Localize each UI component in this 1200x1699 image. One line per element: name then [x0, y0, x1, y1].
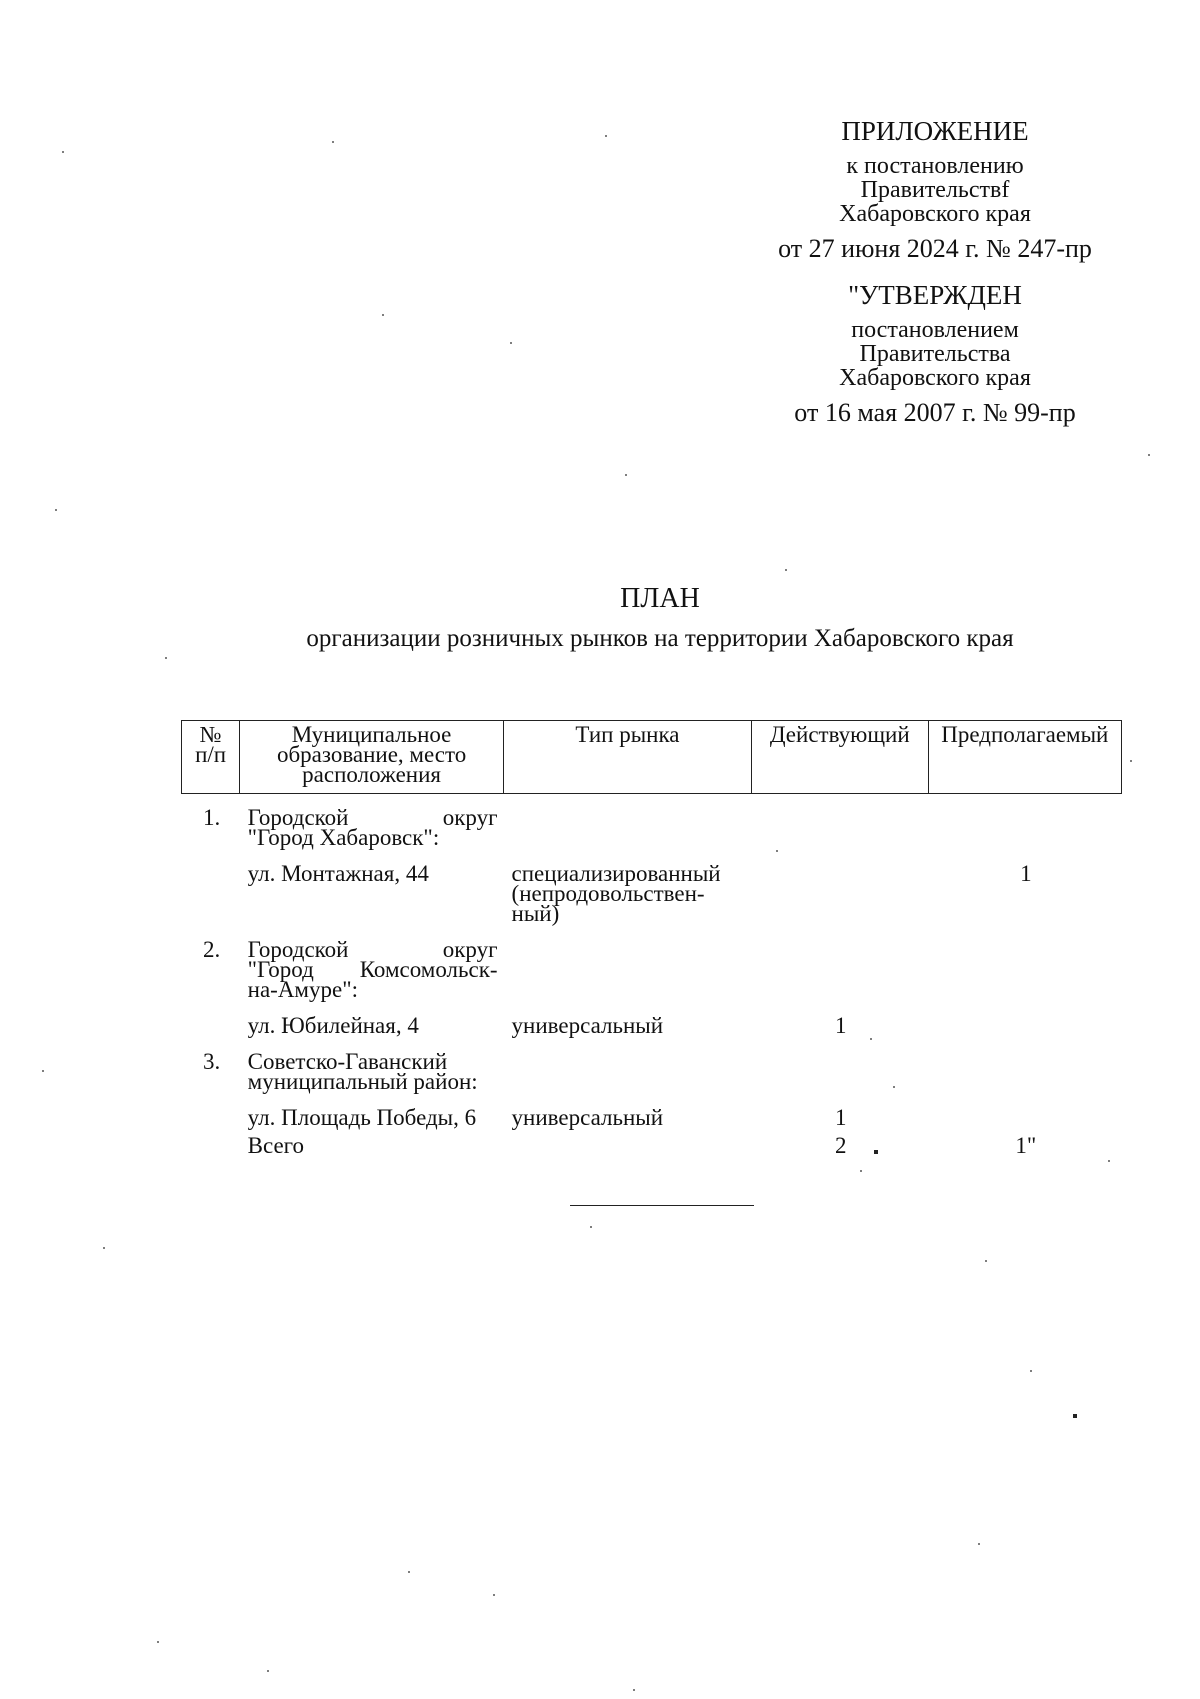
appendix-date: от 27 июня 2024 г. № 247-пр	[778, 234, 1092, 263]
scan-speck	[62, 151, 64, 153]
scan-speck	[605, 135, 607, 137]
market-type-cell: специализированный (непродовольствен- ный)	[511, 861, 721, 926]
address-cell: ул. Площадь Победы, 6	[247, 1105, 477, 1130]
scan-speck	[103, 1247, 105, 1249]
scan-speck	[785, 569, 787, 571]
municipality-cell: Городской округ "Город Хабаровск":	[247, 805, 498, 850]
approved-heading: "УТВЕРЖДЕН	[848, 280, 1022, 310]
closing-rule	[570, 1205, 754, 1206]
table-header-row	[182, 721, 1122, 794]
planned-cell: 1	[1020, 861, 1032, 886]
market-type-cell: универсальный	[511, 1013, 664, 1038]
table-total-row	[182, 1132, 1122, 1160]
scan-speck	[1148, 454, 1150, 456]
table-row	[182, 852, 1122, 928]
scan-speck	[510, 342, 512, 344]
total-active: 2	[835, 1133, 847, 1158]
scan-speck	[870, 1038, 872, 1040]
scan-speck	[978, 1543, 980, 1545]
header-market-type: Тип рынка	[504, 721, 752, 794]
municipality-cell: Городской округ "Город Комсомольск- на-Амуре":	[247, 937, 498, 1002]
appendix-line: к постановлению	[846, 153, 1024, 179]
scan-speck	[493, 1594, 495, 1596]
scan-speck	[267, 1670, 269, 1672]
table-row	[182, 1040, 1122, 1096]
scan-dot	[874, 1150, 878, 1154]
address-cell: ул. Юбилейная, 4	[247, 1013, 419, 1038]
scan-speck	[985, 1260, 987, 1262]
plan-table	[181, 720, 1122, 1160]
scan-speck	[1130, 760, 1132, 762]
address-cell: ул. Монтажная, 44	[247, 861, 429, 886]
scan-speck	[55, 509, 57, 511]
approved-line: Правительства	[859, 341, 1011, 367]
scan-speck	[157, 1641, 159, 1643]
active-cell	[751, 852, 928, 928]
scan-speck	[590, 1226, 592, 1228]
appendix-heading: ПРИЛОЖЕНИЕ	[841, 116, 1029, 146]
plan-subtitle: организации розничных рынков на территории Хабаровского края	[306, 625, 1014, 652]
appendix-line: Правительствf	[860, 177, 1010, 203]
scan-speck	[625, 474, 627, 476]
header-municipality: Муниципальное образование, место расположения	[240, 721, 504, 794]
plan-title: ПЛАН	[620, 583, 700, 614]
scan-speck	[1108, 1160, 1110, 1162]
scan-speck	[42, 1070, 44, 1072]
appendix-line: Хабаровского края	[839, 201, 1031, 227]
approved-line: постановлением	[851, 317, 1019, 343]
scan-speck	[1030, 1370, 1032, 1372]
scan-dot	[1073, 1414, 1077, 1418]
scan-speck	[408, 1571, 410, 1573]
appendix-block	[745, 118, 1125, 426]
scan-speck	[332, 141, 334, 143]
scan-speck	[165, 657, 167, 659]
row-number: 2.	[202, 937, 221, 962]
total-planned: 1"	[1015, 1133, 1037, 1158]
market-type-cell: универсальный	[511, 1105, 664, 1130]
table-row	[182, 928, 1122, 1004]
scan-speck	[382, 314, 384, 316]
table-row	[182, 1004, 1122, 1040]
row-number: 1.	[202, 805, 221, 830]
table-row	[182, 1096, 1122, 1132]
header-active: Действующий	[751, 721, 928, 794]
municipality-cell: Советско-Гаванский муниципальный район:	[247, 1049, 478, 1094]
active-cell: 1	[835, 1105, 847, 1130]
active-cell: 1	[835, 1013, 847, 1038]
row-number: 3.	[202, 1049, 221, 1074]
planned-cell	[928, 1004, 1121, 1040]
header-planned: Предполагаемый	[928, 721, 1121, 794]
scan-speck	[860, 1170, 862, 1172]
planned-cell	[928, 1096, 1121, 1132]
header-number: № п/п	[182, 721, 240, 794]
approved-date: от 16 мая 2007 г. № 99-пр	[794, 398, 1076, 427]
scan-speck	[633, 1689, 635, 1691]
total-label: Всего	[247, 1133, 305, 1158]
table-row	[182, 794, 1122, 853]
approved-line: Хабаровского края	[839, 365, 1031, 391]
scan-speck	[776, 850, 778, 852]
scan-speck	[893, 1086, 895, 1088]
